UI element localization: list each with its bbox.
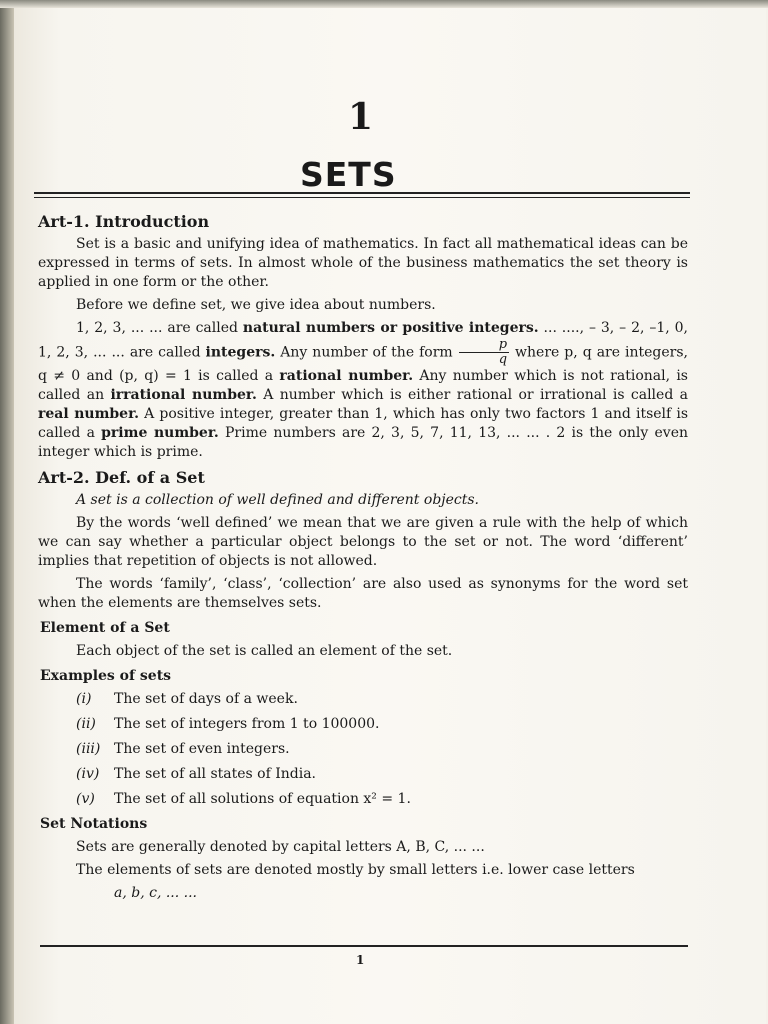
footer-rule: [40, 945, 688, 947]
title-rule-top: [34, 192, 690, 194]
list-item: [76, 740, 688, 759]
page-content: [38, 212, 688, 907]
text-span: A positive integer, greater than 1, which has only two factors 1 and itself is called a: [38, 406, 689, 441]
examples-heading: Examples of sets: [40, 668, 172, 684]
top-edge: [0, 0, 768, 8]
chapter-title: SETS: [300, 155, 397, 194]
title-rule-bottom: [34, 197, 690, 198]
term-rational-number: rational number.: [279, 368, 414, 384]
page-number: 1: [356, 953, 365, 967]
list-item: [76, 715, 688, 734]
list-item: [76, 765, 688, 784]
notations-line1: Sets are generally denoted by capital letters A, B, C, ... ...: [76, 839, 485, 855]
text-span: ... ...., – 3, – 2, –1, 0, 1, 2, 3, ... ... are called: [38, 320, 688, 361]
notations-heading: Set Notations: [40, 816, 148, 832]
list-item: [76, 790, 688, 809]
list-item-number: (ii): [76, 716, 96, 732]
list-item-number: (v): [76, 791, 95, 807]
list-item: [76, 690, 688, 709]
art2-para2: The words ‘family’, ‘class’, ‘collection’ are also used as synonyms for the word set when the elements are themselves sets.: [38, 576, 688, 611]
fraction-p-over-q: [459, 338, 509, 367]
term-irrational-number: irrational number.: [110, 387, 257, 403]
list-item-number: (iii): [76, 741, 101, 757]
list-item-text: The set of days of a week.: [114, 691, 298, 707]
list-item-text: The set of even integers.: [114, 741, 290, 757]
text-span: Prime numbers are 2, 3, 5, 7, 11, 13, ... ... . 2 is the only even integer which is prime.: [38, 425, 689, 460]
definition-text: A set is a collection of well defined and different objects.: [76, 492, 480, 508]
art2-para1: By the words ‘well defined’ we mean that we are given a rule with the help of which we can say whether a particular object belongs to the set or not. The word ‘different’ implies that repetition of objects is not allowed.: [38, 515, 688, 569]
text-span: Any number of the form: [275, 344, 453, 361]
element-heading: Element of a Set: [40, 620, 170, 636]
art2-heading: Art-2. Def. of a Set: [38, 468, 205, 487]
term-prime-number: prime number.: [101, 425, 219, 441]
list-item-number: (iv): [76, 766, 100, 782]
fraction-numerator: p: [459, 338, 509, 353]
term-real-number: real number.: [38, 406, 140, 422]
fraction-denominator: q: [498, 352, 508, 367]
art1-para3: [38, 319, 688, 462]
chapter-number: 1: [348, 96, 374, 138]
notations-line3: a, b, c, ... ...: [114, 885, 198, 901]
text-span: 1, 2, 3, ... ... are called: [76, 320, 243, 336]
term-integers: integers.: [205, 344, 276, 361]
element-text: Each object of the set is called an element of the set.: [76, 643, 453, 659]
text-span: Any number which is not rational, is called an: [38, 368, 688, 403]
book-binding: [0, 0, 14, 1024]
term-natural-numbers: natural numbers or positive integers.: [242, 320, 539, 336]
art1-para1: Set is a basic and unifying idea of mathematics. In fact all mathematical ideas can be expressed in terms of sets. In almost whole of the business mathematics the set theory is applied in one form or the other.: [38, 236, 688, 290]
notations-line2: The elements of sets are denoted mostly by small letters i.e. lower case letters: [76, 862, 635, 878]
text-span: where p, q are integers, q ≠ 0 and (p, q) = 1 is called a: [38, 344, 689, 384]
text-span: A number which is either rational or irrational is called a: [256, 387, 688, 403]
art1-para2: Before we define set, we give idea about numbers.: [76, 297, 436, 313]
list-item-text: The set of all solutions of equation x² = 1.: [114, 791, 411, 807]
art2-definition: [38, 491, 688, 510]
art1-heading: Art-1. Introduction: [38, 212, 210, 231]
list-item-text: The set of integers from 1 to 100000.: [114, 716, 380, 732]
list-item-text: The set of all states of India.: [114, 766, 316, 782]
list-item-number: (i): [76, 691, 92, 707]
